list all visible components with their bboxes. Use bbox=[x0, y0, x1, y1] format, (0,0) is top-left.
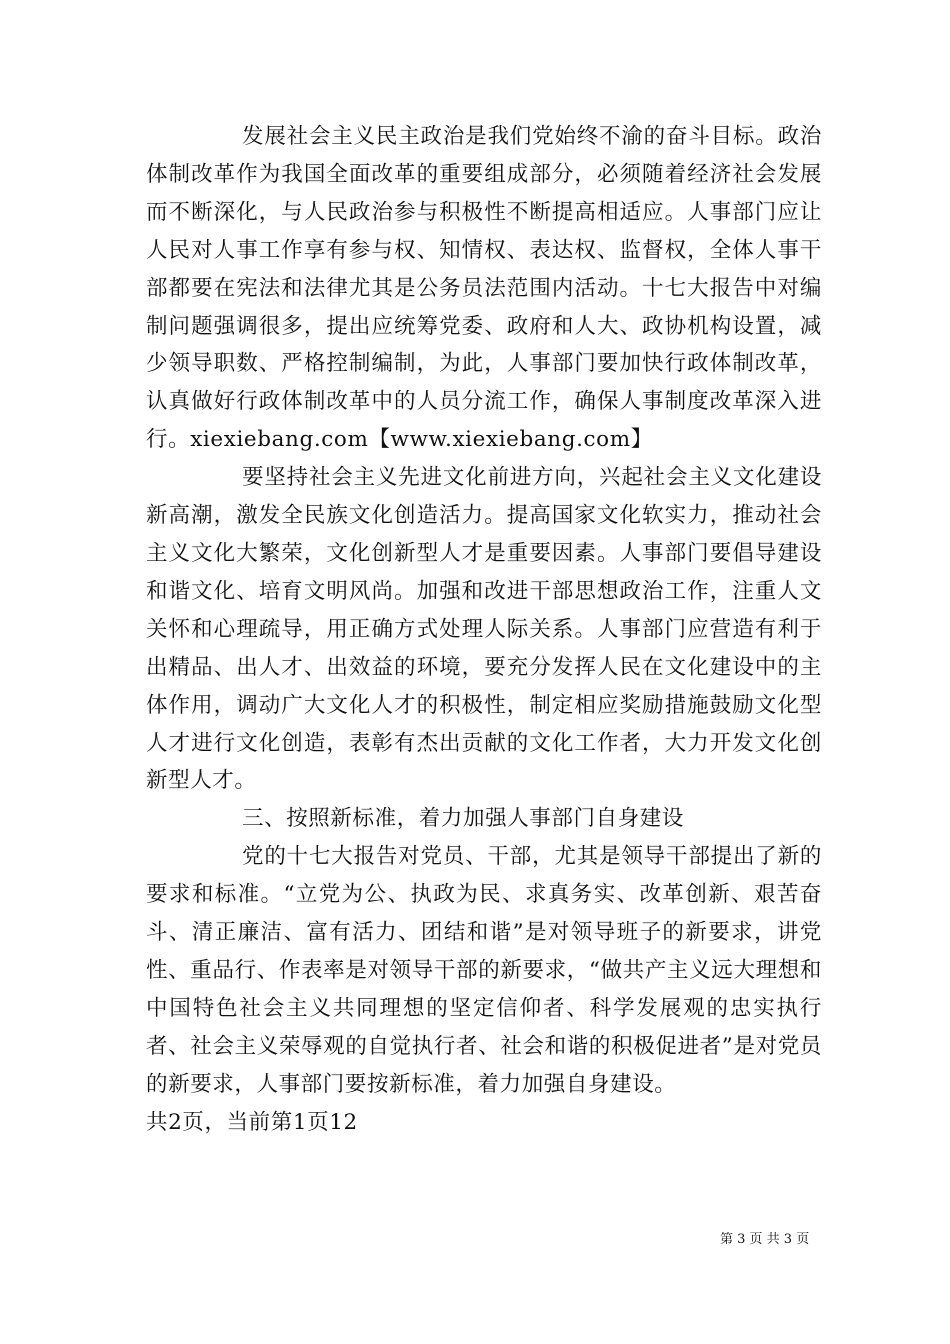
paragraph-new-standards: 党的十七大报告对党员、干部，尤其是领导干部提出了新的要求和标准。“立党为公、执政为民、求真务实、改革创新、艰苦奋斗、清正廉洁、富有活力、团结和谐”是对领导班子的新要求，讲党性、重品行、作表率是对领导干部的新要求，“做共产主义远大理想和中国特色社会主义共同理想的坚定信仰者、科学发展观的忠实执行者、社会主义荣辱观的自觉执行者、社会和谐的积极促进者”是对党员的新要求，人事部门要按新标准，着力加强自身建设。 bbox=[146, 844, 822, 1097]
paragraph-culture: 要坚持社会主义先进文化前进方向，兴起社会主义文化建设新高潮，激发全民族文化创造活力。提高国家文化软实力，推动社会主义文化大繁荣，文化创新型人才是重要因素。人事部门要倡导建设和谐文化、培育文明风尚。加强和改进干部思想政治工作，注重人文关怀和心理疏导，用正确方式处理人际关系。人事部门应营造有利于出精品、出人才、出效益的环境，要充分发挥人民在文化建设中的主体作用，调动广大文化人才的积极性，制定相应奖励措施鼓励文化型人才进行文化创造，表彰有杰出贡献的文化工作者，大力开发文化创新型人才。 bbox=[146, 465, 822, 794]
page-footer: 第 3 页 共 3 页 bbox=[720, 1232, 810, 1247]
section-heading: 三、按照新标准，着力加强人事部门自身建设 bbox=[242, 806, 685, 832]
document-body bbox=[146, 118, 822, 1141]
paragraph-political-reform: 发展社会主义民主政治是我们党始终不渝的奋斗目标。政治体制改革作为我国全面改革的重要组成部分，必须随着经济社会发展而不断深化，与人民政治参与积极性不断提高相适应。人事部门应让人民对人事工作享有参与权、知情权、表达权、监督权，全体人事干部都要在宪法和法律尤其是公务员法范围内活动。十七大报告中对编制问题强调很多，提出应统筹党委、政府和人大、政协机构设置，减少领导职数、严格控制编制，为此，人事部门要加快行政体制改革，认真做好行政体制改革中的人员分流工作，确保人事制度改革深入进行。xiexiebang.com【www.xiexiebang.com】 bbox=[146, 124, 822, 453]
pagination-text: 共2页，当前第1页12 bbox=[146, 1109, 358, 1135]
